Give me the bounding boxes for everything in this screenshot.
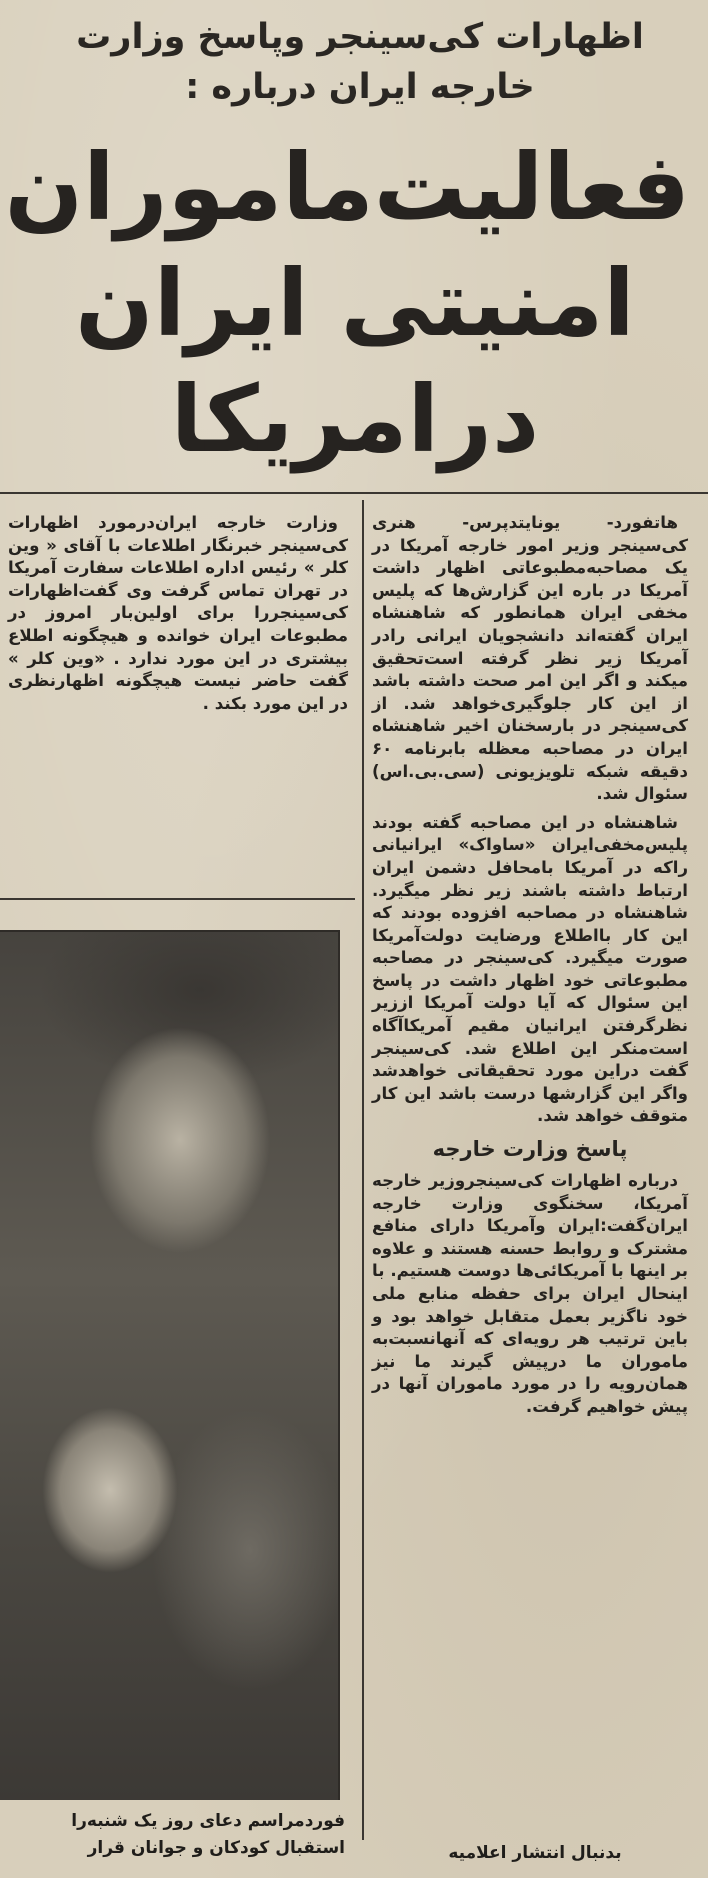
column-divider: [362, 500, 364, 1840]
main-headline: [4, 130, 690, 478]
headline-line-3: درامریکا: [170, 366, 540, 473]
article-paragraph-1: هاتفورد- یونایتدپرس- هنری کی‌سینجر وزیر امور خارجه آمریکا در یک مصاحبه‌مطبوعاتی اظهار داشت آمریکا در باره این گزارش‌ها که پلیس مخفی ایران همانطور که شاهنشاه ایران گفته‌اند دانشجویان ایرانی رادر آمریکا زیر نظر گرفته است‌تحقیق میکند و اگر این امر صحت داشته باشد از این کار جلوگیری‌خواهد شد. از کی‌سینجر در بارسخنان اخیر شاهنشاه ایران در مصاحبه معظله بابرنامه ۶۰ دقیقه شبکه تلویزیونی (سی.بی.اس) سئوال شد.: [372, 513, 688, 804]
continuation-line: بدنبال انتشار اعلامیه: [448, 1843, 622, 1863]
photo-caption-line-2: استقبال کودکان و جوانان قرار: [87, 1838, 345, 1858]
left-article-text: وزارت خارجه ایران‌درمورد اظهارات کی‌سینجر خبرنگار اطلاعات با آقای « وین کلر » رئیس اداره اطلاعات سفارت آمریکا در تهران تماس گرفت وی گفت‌اظهارات کی‌سینجررا برای اولین‌بار امروز در مطبوعات ایران خوانده و هیچگونه اطلاع بیشتری در این مورد ندارد . «وین کلر » گفت حاضر نیست هیچگونه اظهارنظری در این مورد بکند .: [8, 513, 348, 713]
right-column: [372, 512, 688, 1425]
left-column: [8, 512, 348, 721]
article-paragraph-2: شاهنشاه در این مصاحبه گفته بودند پلیس‌مخفی‌ایران «ساواک» ایرانیانی راکه در آمریکا بامحافل دشمن ایران ارتباط داشته باشند زیر نظر میگیرد. شاهنشاه در مصاحبه افزوده بودند که این کار بااطلاع ورضایت دولت‌آمریکا صورت میگیرد. کی‌سینجر در مصاحبه مطبوعاتی خود اظهار داشت در پاسخ این سئوال که آیا دولت آمریکا اززیر نظرگرفتن ایرانیان مقیم آمریکاآگاه است‌منکر این اطلاع شد. کی‌سینجر گفت دراین مورد تحقیقاتی خواهدشد واگر این گزارشها درست باشد این کار متوقف خواهد شد.: [372, 812, 688, 1126]
kicker-headline: اظهارات کی‌سینجر وپاسخ وزارت خارجه ایران درباره :: [76, 17, 644, 107]
photo-caption-line-1: فوردمراسم دعای روز یک شنبه‌را: [71, 1811, 345, 1831]
headline-divider: [0, 492, 708, 494]
section-subhead: پاسخ وزارت خارجه: [432, 1137, 628, 1162]
headline-line-1: فعالیت‌ماموران: [4, 134, 690, 241]
news-photo-frame: [0, 930, 340, 1800]
article-paragraph-3: درباره اظهارات کی‌سینجروزیر خارجه آمریکا، سخنگوی وزارت خارجه ایران‌گفت:ایران وآمریکا دارای منافع مشترک و روابط حسنه هستند و علاوه بر اینها با آمریکائی‌ها دوست هستیم. با اینحال ایران برای حفظه منابع ملی خود ناگزیر بعمل متقابل خواهد بود و باین ترتیب هر رویه‌ای که آنهانسبت‌به ماموران ما درپیش گیرند ما نیز همان‌رویه را در مورد ماموران آنها در پیش خواهیم گرفت.: [372, 1171, 688, 1416]
left-column-divider: [0, 898, 355, 900]
headline-line-2: امنیتی ایران: [75, 250, 635, 357]
photo-caption: [0, 1808, 345, 1862]
